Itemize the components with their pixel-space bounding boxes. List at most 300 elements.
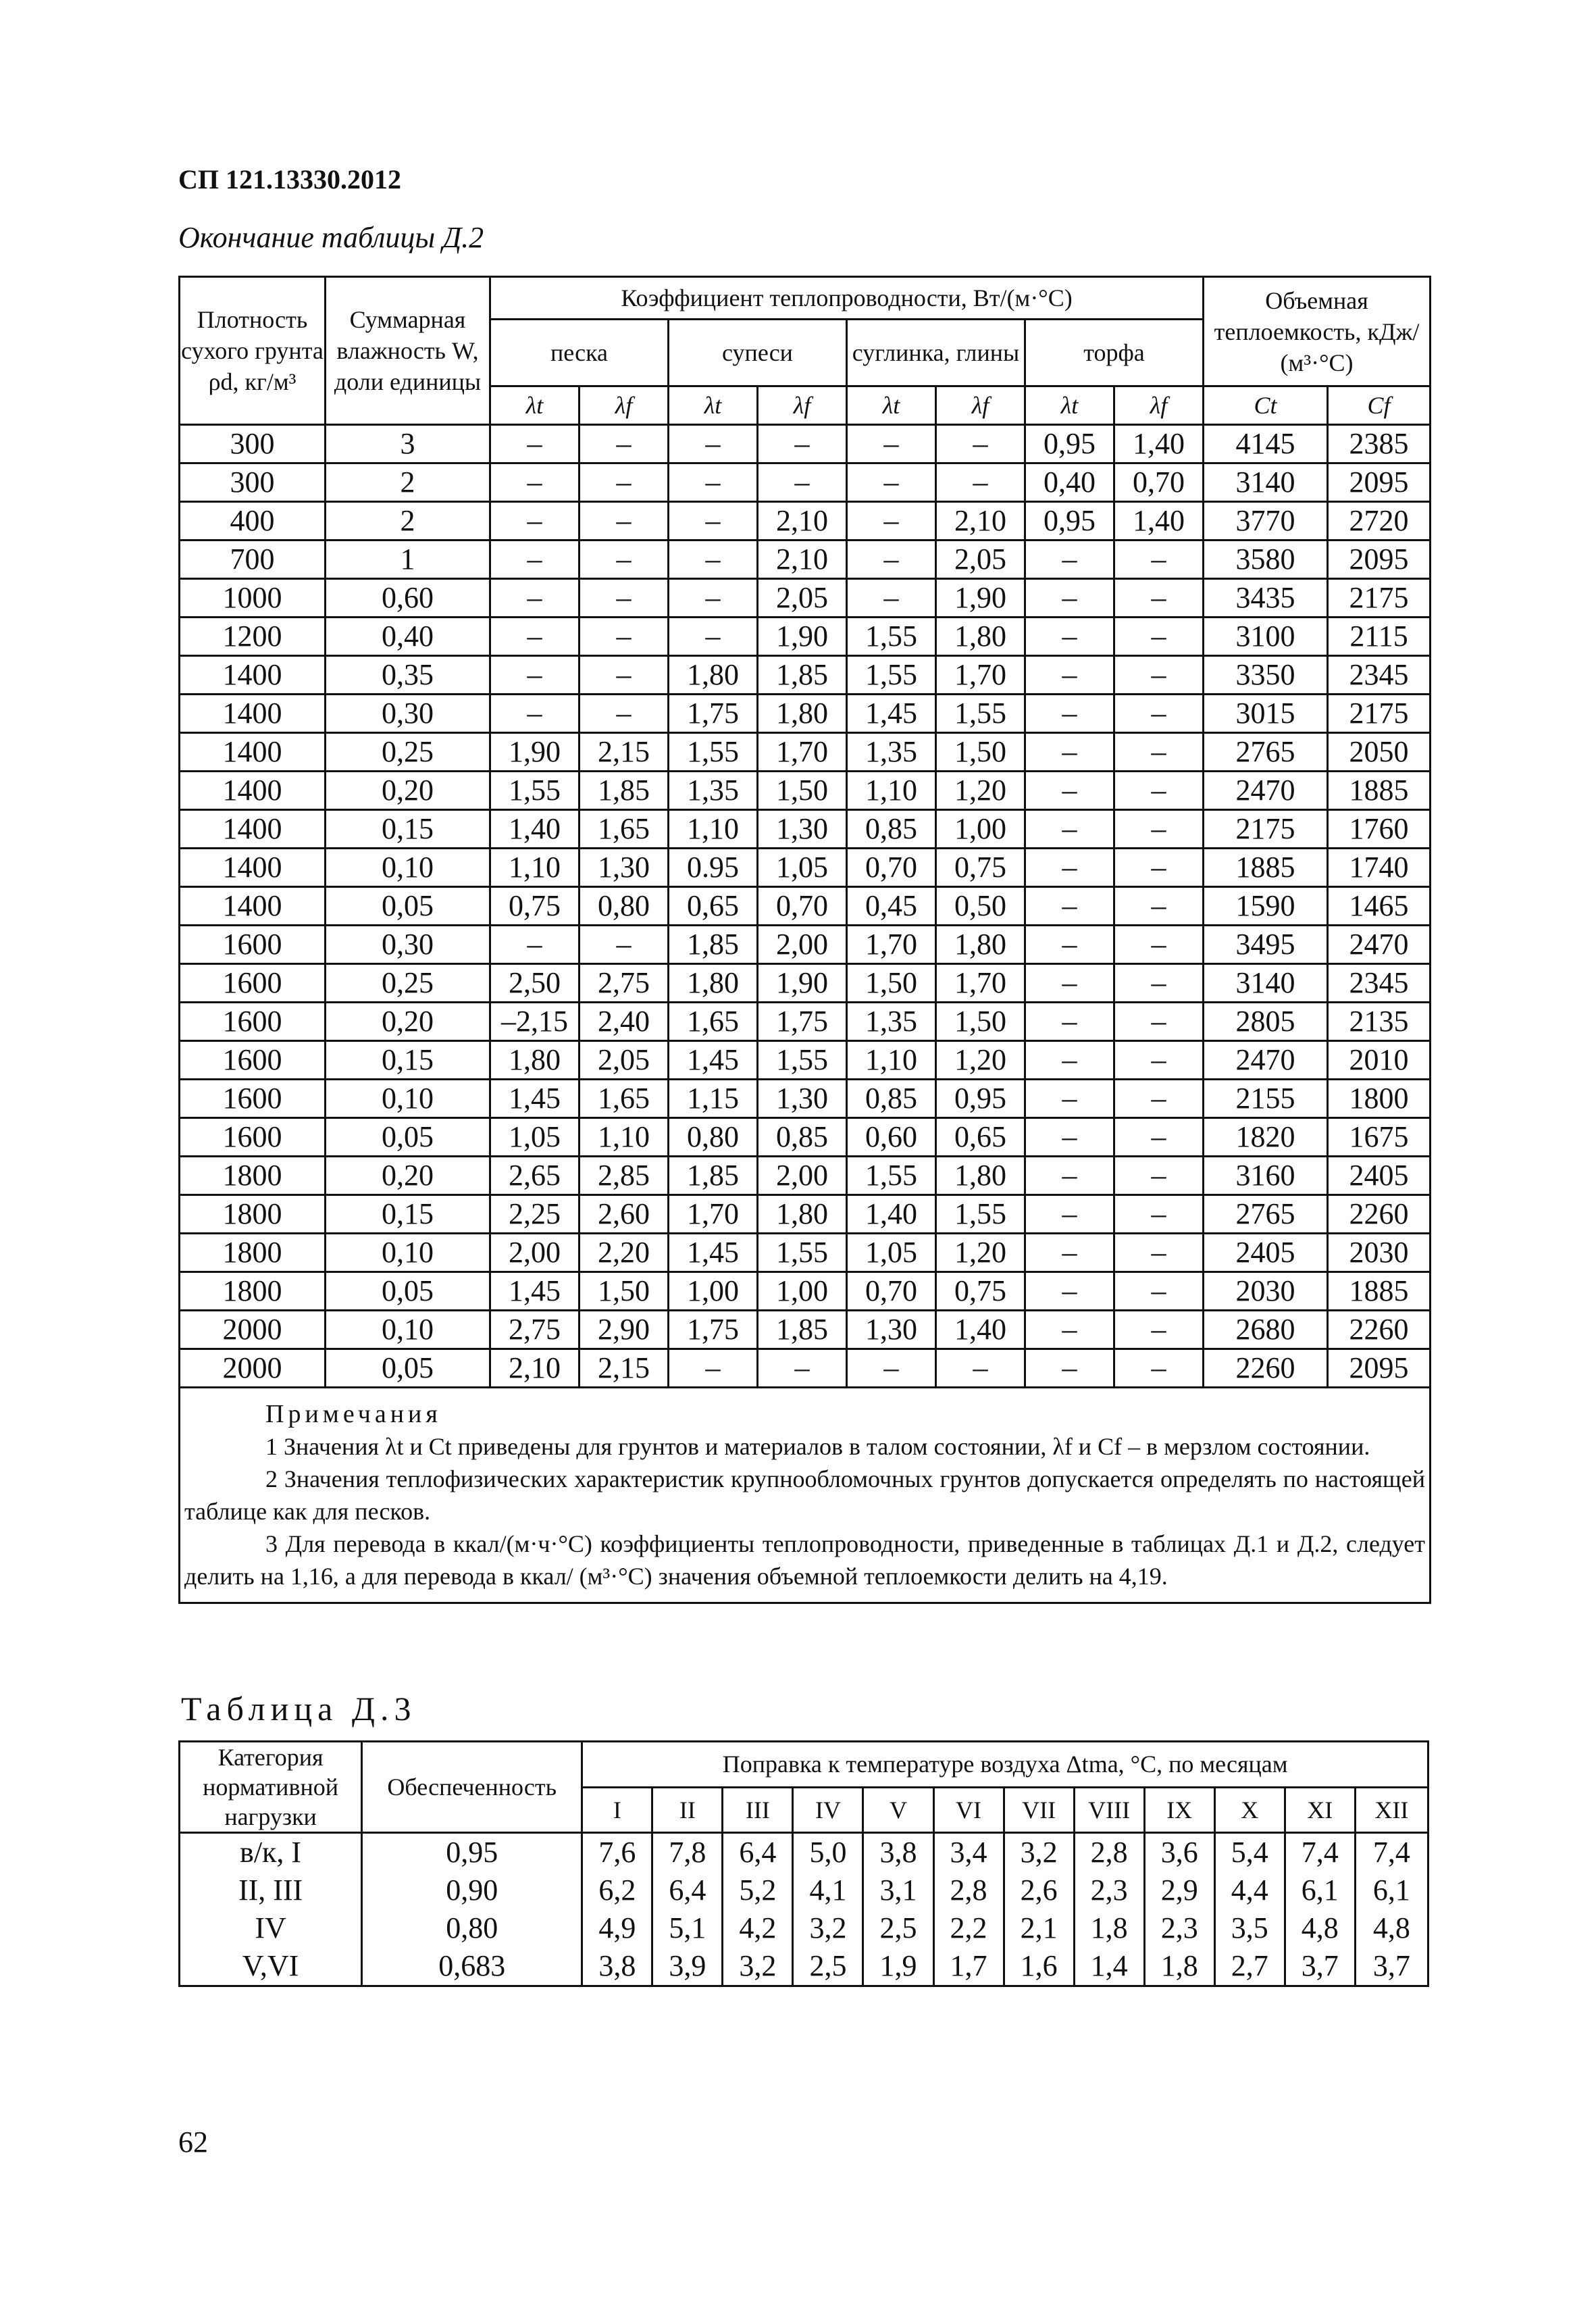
table-cell: 2,10 xyxy=(758,540,847,579)
table-cell: 2175 xyxy=(1328,695,1431,733)
table-cell: – xyxy=(1114,926,1204,964)
symbol-header: λt xyxy=(669,386,758,425)
table-cell: – xyxy=(1025,579,1114,618)
col-heat-capacity-header: Объемная теплоемкость, кДж/ (м³·°С) xyxy=(1204,277,1431,386)
table-cell: 1,50 xyxy=(936,1003,1025,1041)
table-cell: 2765 xyxy=(1204,733,1328,772)
table-cell: 2,40 xyxy=(580,1003,669,1041)
table-cell: 2,15 xyxy=(580,1349,669,1388)
table-cell: – xyxy=(1025,849,1114,887)
table-cell: 0,683 xyxy=(362,1947,582,1986)
table-cell: 1,35 xyxy=(847,733,936,772)
table-cell: – xyxy=(580,695,669,733)
table-cell: 4,9 xyxy=(582,1909,652,1947)
table-row xyxy=(180,1272,1431,1311)
table-cell: 1600 xyxy=(180,1118,326,1157)
table-cell: – xyxy=(490,540,580,579)
table-cell: 2,00 xyxy=(758,1157,847,1195)
table-cell: 6,1 xyxy=(1285,1871,1355,1909)
table-cell: 2,5 xyxy=(793,1947,863,1986)
table-cell: 0,75 xyxy=(490,887,580,926)
table-cell: – xyxy=(490,502,580,540)
table-cell: 7,6 xyxy=(582,1833,652,1872)
table-cell: 6,4 xyxy=(652,1871,723,1909)
table-cell: 2 xyxy=(326,502,490,540)
table-cell: 4,1 xyxy=(793,1871,863,1909)
table-cell: 1,70 xyxy=(936,656,1025,695)
table-row xyxy=(180,1195,1431,1234)
table-cell: 2175 xyxy=(1204,810,1328,849)
table-cell: 6,4 xyxy=(723,1833,793,1872)
table-cell: – xyxy=(1114,1003,1204,1041)
table-cell: 3435 xyxy=(1204,579,1328,618)
table-cell: 2,2 xyxy=(933,1909,1004,1947)
table-cell: 1,10 xyxy=(490,849,580,887)
month-header: V xyxy=(863,1787,933,1833)
table-cell: 0,85 xyxy=(847,1080,936,1118)
table-cell: 0,80 xyxy=(580,887,669,926)
table-cell: 2000 xyxy=(180,1349,326,1388)
table-cell: 2,8 xyxy=(1074,1833,1144,1872)
table-cell: 1820 xyxy=(1204,1118,1328,1157)
table-cell: – xyxy=(1114,1080,1204,1118)
table-cell: 3,7 xyxy=(1355,1947,1428,1986)
table-cell: 1,85 xyxy=(669,1157,758,1195)
month-header: X xyxy=(1214,1787,1285,1833)
table-cell: 0,20 xyxy=(326,1003,490,1041)
table-cell: – xyxy=(669,579,758,618)
table-cell: 2,3 xyxy=(1074,1871,1144,1909)
table-cell: 1,4 xyxy=(1074,1947,1144,1986)
table-cell: 1,75 xyxy=(758,1003,847,1041)
col-sand-header: песка xyxy=(490,320,669,386)
table-cell: 1,35 xyxy=(847,1003,936,1041)
table-cell: 1,65 xyxy=(580,810,669,849)
table-cell: 3495 xyxy=(1204,926,1328,964)
table-cell: 3,6 xyxy=(1144,1833,1214,1872)
table-cell: 2010 xyxy=(1328,1041,1431,1080)
table-cell: 0,15 xyxy=(326,1041,490,1080)
table-cell: 0,65 xyxy=(669,887,758,926)
table-cell: – xyxy=(1025,1311,1114,1349)
table-row xyxy=(180,733,1431,772)
table-cell: – xyxy=(580,579,669,618)
table-cell: 0,10 xyxy=(326,849,490,887)
table-cell: 1,40 xyxy=(490,810,580,849)
table-cell: – xyxy=(1114,733,1204,772)
table-cell: 1885 xyxy=(1204,849,1328,887)
table-row xyxy=(180,1311,1431,1349)
table-cell: 1,90 xyxy=(758,618,847,656)
table-cell: 0,75 xyxy=(936,1272,1025,1311)
table-row xyxy=(180,1003,1431,1041)
table-cell: – xyxy=(847,502,936,540)
table-cell: 2,75 xyxy=(580,964,669,1003)
table-cell: 1,45 xyxy=(490,1272,580,1311)
table-cell: 0,05 xyxy=(326,887,490,926)
table-cell: –2,15 xyxy=(490,1003,580,1041)
table-cell: 4145 xyxy=(1204,425,1328,463)
table-cell: 2,3 xyxy=(1144,1909,1214,1947)
table-row xyxy=(180,1041,1431,1080)
table-cell: – xyxy=(1025,926,1114,964)
table-cell: 1,80 xyxy=(669,656,758,695)
table-cell: 1,85 xyxy=(758,1311,847,1349)
table-cell: 0,05 xyxy=(326,1349,490,1388)
table-row xyxy=(180,579,1431,618)
table-cell: 1,55 xyxy=(490,772,580,810)
table-row xyxy=(180,502,1431,540)
table-cell: 2,6 xyxy=(1004,1871,1074,1909)
table-cell: 3 xyxy=(326,425,490,463)
table-cell: – xyxy=(1025,1157,1114,1195)
table-cell: 300 xyxy=(180,425,326,463)
table-cell: 1,80 xyxy=(936,1157,1025,1195)
table-cell: – xyxy=(847,1349,936,1388)
table-cell: 1800 xyxy=(180,1272,326,1311)
col-loam-clay-header: суглинка, глины xyxy=(847,320,1025,386)
table-row xyxy=(180,772,1431,810)
table-cell: 1,9 xyxy=(863,1947,933,1986)
table-cell: 1,00 xyxy=(758,1272,847,1311)
table-cell: 1,30 xyxy=(580,849,669,887)
table-cell: – xyxy=(1114,1272,1204,1311)
table-cell: 1,55 xyxy=(758,1234,847,1272)
table-cell: 1400 xyxy=(180,695,326,733)
table-cell: 1000 xyxy=(180,579,326,618)
table-cell: 1,55 xyxy=(847,618,936,656)
table-cell: – xyxy=(1025,733,1114,772)
table-cell: 1,20 xyxy=(936,1234,1025,1272)
table-cell: 2,05 xyxy=(758,579,847,618)
table-cell: 3100 xyxy=(1204,618,1328,656)
table-cell: 3,2 xyxy=(1004,1833,1074,1872)
table-cell: 1,85 xyxy=(758,656,847,695)
table-cell: – xyxy=(1114,1311,1204,1349)
table-row xyxy=(180,1080,1431,1118)
table-cell: 0,70 xyxy=(847,849,936,887)
table-cell: – xyxy=(490,926,580,964)
table-cell: – xyxy=(1025,1349,1114,1388)
table-cell: – xyxy=(1114,1157,1204,1195)
table-cell: 2470 xyxy=(1204,1041,1328,1080)
table-cell: – xyxy=(758,1349,847,1388)
table-cell: 0,65 xyxy=(936,1118,1025,1157)
table-row xyxy=(180,1833,1428,1872)
table-cell: IV xyxy=(180,1909,362,1947)
table-cell: – xyxy=(1114,964,1204,1003)
table-cell: – xyxy=(669,425,758,463)
symbol-header: λt xyxy=(1025,386,1114,425)
table-cell: – xyxy=(1114,656,1204,695)
table-cell: 1,70 xyxy=(669,1195,758,1234)
table-cell: 0,90 xyxy=(362,1871,582,1909)
table-cell: 0,60 xyxy=(326,579,490,618)
table-row xyxy=(180,810,1431,849)
table-cell: 3,8 xyxy=(863,1833,933,1872)
table-cell: 1,05 xyxy=(847,1234,936,1272)
table-cell: – xyxy=(669,463,758,502)
table-cell: 5,0 xyxy=(793,1833,863,1872)
table-cell: – xyxy=(1025,540,1114,579)
table-cell: – xyxy=(1025,1272,1114,1311)
table-cell: 1,55 xyxy=(758,1041,847,1080)
table-cell: 1400 xyxy=(180,810,326,849)
month-header: XII xyxy=(1355,1787,1428,1833)
table-cell: 1400 xyxy=(180,887,326,926)
table-cell: 1885 xyxy=(1328,1272,1431,1311)
table-cell: 1,40 xyxy=(1114,502,1204,540)
table-cell: 2095 xyxy=(1328,463,1431,502)
table-cell: 2260 xyxy=(1328,1195,1431,1234)
table-cell: – xyxy=(758,463,847,502)
table-cell: 2,10 xyxy=(758,502,847,540)
table-cell: 0,95 xyxy=(936,1080,1025,1118)
table-row xyxy=(180,695,1431,733)
table-cell: – xyxy=(1025,810,1114,849)
month-header: I xyxy=(582,1787,652,1833)
table-cell: 2,15 xyxy=(580,733,669,772)
table-cell: – xyxy=(1114,887,1204,926)
table-cell: 1,40 xyxy=(847,1195,936,1234)
table-cell: 2,85 xyxy=(580,1157,669,1195)
table-row xyxy=(180,1909,1428,1947)
table-cell: 2,65 xyxy=(490,1157,580,1195)
table-cell: 1,80 xyxy=(490,1041,580,1080)
table-cell: 1,85 xyxy=(669,926,758,964)
table-cell: 1,70 xyxy=(847,926,936,964)
table-cell: 0,85 xyxy=(758,1118,847,1157)
table-cell: 1,45 xyxy=(847,695,936,733)
table-cell: 2,00 xyxy=(490,1234,580,1272)
table-cell: – xyxy=(669,1349,758,1388)
table-cell: – xyxy=(580,618,669,656)
symbol-header: λf xyxy=(1114,386,1204,425)
table-cell: 2680 xyxy=(1204,1311,1328,1349)
table-cell: 7,4 xyxy=(1285,1833,1355,1872)
table-cell: 1,00 xyxy=(936,810,1025,849)
table-cell: 2,00 xyxy=(758,926,847,964)
table-cell: – xyxy=(1114,810,1204,849)
table-cell: 1800 xyxy=(180,1234,326,1272)
table-cell: 1,7 xyxy=(933,1947,1004,1986)
symbol-header: λf xyxy=(936,386,1025,425)
table-cell: 0,10 xyxy=(326,1234,490,1272)
table-cell: 1200 xyxy=(180,618,326,656)
table-cell: 1675 xyxy=(1328,1118,1431,1157)
table-cell: – xyxy=(1114,695,1204,733)
table-cell: 1,15 xyxy=(669,1080,758,1118)
table-cell: 0,30 xyxy=(326,926,490,964)
table-cell: 2260 xyxy=(1204,1349,1328,1388)
table-cell: 0,70 xyxy=(847,1272,936,1311)
table-cell: 2,1 xyxy=(1004,1909,1074,1947)
page-number: 62 xyxy=(178,2126,208,2159)
table-cell: 7,4 xyxy=(1355,1833,1428,1872)
table-cell: 1,10 xyxy=(847,772,936,810)
table-cell: 0,80 xyxy=(362,1909,582,1947)
table-cell: 0,45 xyxy=(847,887,936,926)
table-cell: V,VI xyxy=(180,1947,362,1986)
table-cell: 1,10 xyxy=(669,810,758,849)
table-cell: – xyxy=(580,502,669,540)
month-header: VII xyxy=(1004,1787,1074,1833)
table-cell: 0,95 xyxy=(1025,425,1114,463)
table-cell: 3,5 xyxy=(1214,1909,1285,1947)
table-cell: 2030 xyxy=(1204,1272,1328,1311)
table-cell: 1,80 xyxy=(936,926,1025,964)
table-cell: II, III xyxy=(180,1871,362,1909)
table-cell: 1,55 xyxy=(936,1195,1025,1234)
table-cell: 4,2 xyxy=(723,1909,793,1947)
table-cell: 2,90 xyxy=(580,1311,669,1349)
table-cell: 2,05 xyxy=(936,540,1025,579)
table-cell: – xyxy=(490,618,580,656)
table-cell: 1,75 xyxy=(669,1311,758,1349)
table-cell: 1465 xyxy=(1328,887,1431,926)
table-cell: 2765 xyxy=(1204,1195,1328,1234)
table-cell: 2095 xyxy=(1328,540,1431,579)
col-conductivity-header: Коэффициент теплопроводности, Вт/(м·°С) xyxy=(490,277,1204,320)
table-cell: 2385 xyxy=(1328,425,1431,463)
table-cell: 1,45 xyxy=(490,1080,580,1118)
table-cell: – xyxy=(847,425,936,463)
table-cell: 0,25 xyxy=(326,964,490,1003)
table-cell: 0,20 xyxy=(326,1157,490,1195)
table-cell: 1600 xyxy=(180,1003,326,1041)
table-cell: 3770 xyxy=(1204,502,1328,540)
col-density-header: Плотность сухого грунта ρd, кг/м³ xyxy=(180,277,326,425)
table-cell: – xyxy=(1025,618,1114,656)
table-caption: Окончание таблицы Д.2 xyxy=(178,221,484,254)
table-cell: 4,8 xyxy=(1355,1909,1428,1947)
month-header: VIII xyxy=(1074,1787,1144,1833)
table-cell: 1,50 xyxy=(936,733,1025,772)
table-cell: 1,40 xyxy=(1114,425,1204,463)
table-row xyxy=(180,540,1431,579)
table-cell: – xyxy=(1025,656,1114,695)
table-cell: 1600 xyxy=(180,1080,326,1118)
table-cell: 1,80 xyxy=(936,618,1025,656)
table-cell: 4,8 xyxy=(1285,1909,1355,1947)
table-cell: 1600 xyxy=(180,1041,326,1080)
table-cell: 0,35 xyxy=(326,656,490,695)
month-header: XI xyxy=(1285,1787,1355,1833)
table-cell: 1,6 xyxy=(1004,1947,1074,1986)
note-3: 3 Для перевода в ккал/(м·ч·°С) коэффициенты теплопроводности, приведенные в таблицах Д.1 и Д.2, следует делить на 1,16, а для перевода в ккал/ (м³·°С) значения объемной теплоемкости делить на 4,19. xyxy=(184,1530,1426,1590)
table-cell: 3,8 xyxy=(582,1947,652,1986)
table-cell: 0,70 xyxy=(758,887,847,926)
table-cell: 1590 xyxy=(1204,887,1328,926)
table-cell: 7,8 xyxy=(652,1833,723,1872)
month-header: II xyxy=(652,1787,723,1833)
table-cell: 3,9 xyxy=(652,1947,723,1986)
table-row xyxy=(180,618,1431,656)
table-cell: 0,70 xyxy=(1114,463,1204,502)
table-cell: 0,25 xyxy=(326,733,490,772)
table-cell: 1760 xyxy=(1328,810,1431,849)
table-cell: – xyxy=(669,502,758,540)
month-header: VI xyxy=(933,1787,1004,1833)
table-cell: 0,10 xyxy=(326,1311,490,1349)
table-cell: 2345 xyxy=(1328,656,1431,695)
table-cell: 1,8 xyxy=(1144,1947,1214,1986)
table-cell: – xyxy=(490,463,580,502)
col-moisture-header: Суммарная влажность W, доли единицы xyxy=(326,277,490,425)
table-cell: 1,80 xyxy=(758,1195,847,1234)
symbol-header: λt xyxy=(490,386,580,425)
table-cell: 3160 xyxy=(1204,1157,1328,1195)
table-cell: 1,85 xyxy=(580,772,669,810)
table-cell: 1,50 xyxy=(847,964,936,1003)
table-cell: 2,75 xyxy=(490,1311,580,1349)
table-cell: 0,30 xyxy=(326,695,490,733)
table-row xyxy=(180,1118,1431,1157)
table-cell: – xyxy=(847,463,936,502)
table-cell: 2470 xyxy=(1204,772,1328,810)
table-cell: 2050 xyxy=(1328,733,1431,772)
table-cell: 1,8 xyxy=(1074,1909,1144,1947)
table-cell: 1,30 xyxy=(847,1311,936,1349)
table-cell: 2135 xyxy=(1328,1003,1431,1041)
table-cell: 1,90 xyxy=(758,964,847,1003)
table-cell: – xyxy=(936,463,1025,502)
table-cell: 3350 xyxy=(1204,656,1328,695)
table-cell: 2115 xyxy=(1328,618,1431,656)
table-cell: 1,80 xyxy=(669,964,758,1003)
table-cell: – xyxy=(669,540,758,579)
table-row xyxy=(180,887,1431,926)
table-cell: 1400 xyxy=(180,656,326,695)
table-cell: 1400 xyxy=(180,849,326,887)
table-cell: – xyxy=(1025,772,1114,810)
table-cell: 1,00 xyxy=(669,1272,758,1311)
table-row xyxy=(180,425,1431,463)
table-cell: 1,45 xyxy=(669,1234,758,1272)
table-cell: – xyxy=(1025,1195,1114,1234)
table-cell: 0,15 xyxy=(326,810,490,849)
table-cell: 1800 xyxy=(1328,1080,1431,1118)
table-cell: – xyxy=(490,695,580,733)
notes-block xyxy=(180,1388,1431,1603)
table-cell: 2,60 xyxy=(580,1195,669,1234)
note-1: 1 Значения λt и Ct приведены для грунтов и материалов в талом состоянии, λf и Cf – в мерзлом состоянии. xyxy=(265,1433,1370,1460)
table-cell: 0,20 xyxy=(326,772,490,810)
table-cell: 2805 xyxy=(1204,1003,1328,1041)
table-cell: 1,90 xyxy=(936,579,1025,618)
table-cell: 2095 xyxy=(1328,1349,1431,1388)
table-cell: 2,50 xyxy=(490,964,580,1003)
table-cell: 1600 xyxy=(180,926,326,964)
table-cell: 1,10 xyxy=(580,1118,669,1157)
symbol-header: Cf xyxy=(1328,386,1431,425)
table-cell: 2,9 xyxy=(1144,1871,1214,1909)
table-row xyxy=(180,1234,1431,1272)
table-cell: 0,95 xyxy=(1025,502,1114,540)
table-cell: 3,7 xyxy=(1285,1947,1355,1986)
symbol-header: λf xyxy=(758,386,847,425)
table-cell: – xyxy=(580,656,669,695)
table-cell: 1,65 xyxy=(669,1003,758,1041)
table-cell: – xyxy=(1114,849,1204,887)
table-cell: – xyxy=(1114,579,1204,618)
table-row xyxy=(180,1871,1428,1909)
table-cell: 0,95 xyxy=(362,1833,582,1872)
table-cell: – xyxy=(580,463,669,502)
table-row xyxy=(180,1349,1431,1388)
table-cell: 3,1 xyxy=(863,1871,933,1909)
table-cell: – xyxy=(847,540,936,579)
